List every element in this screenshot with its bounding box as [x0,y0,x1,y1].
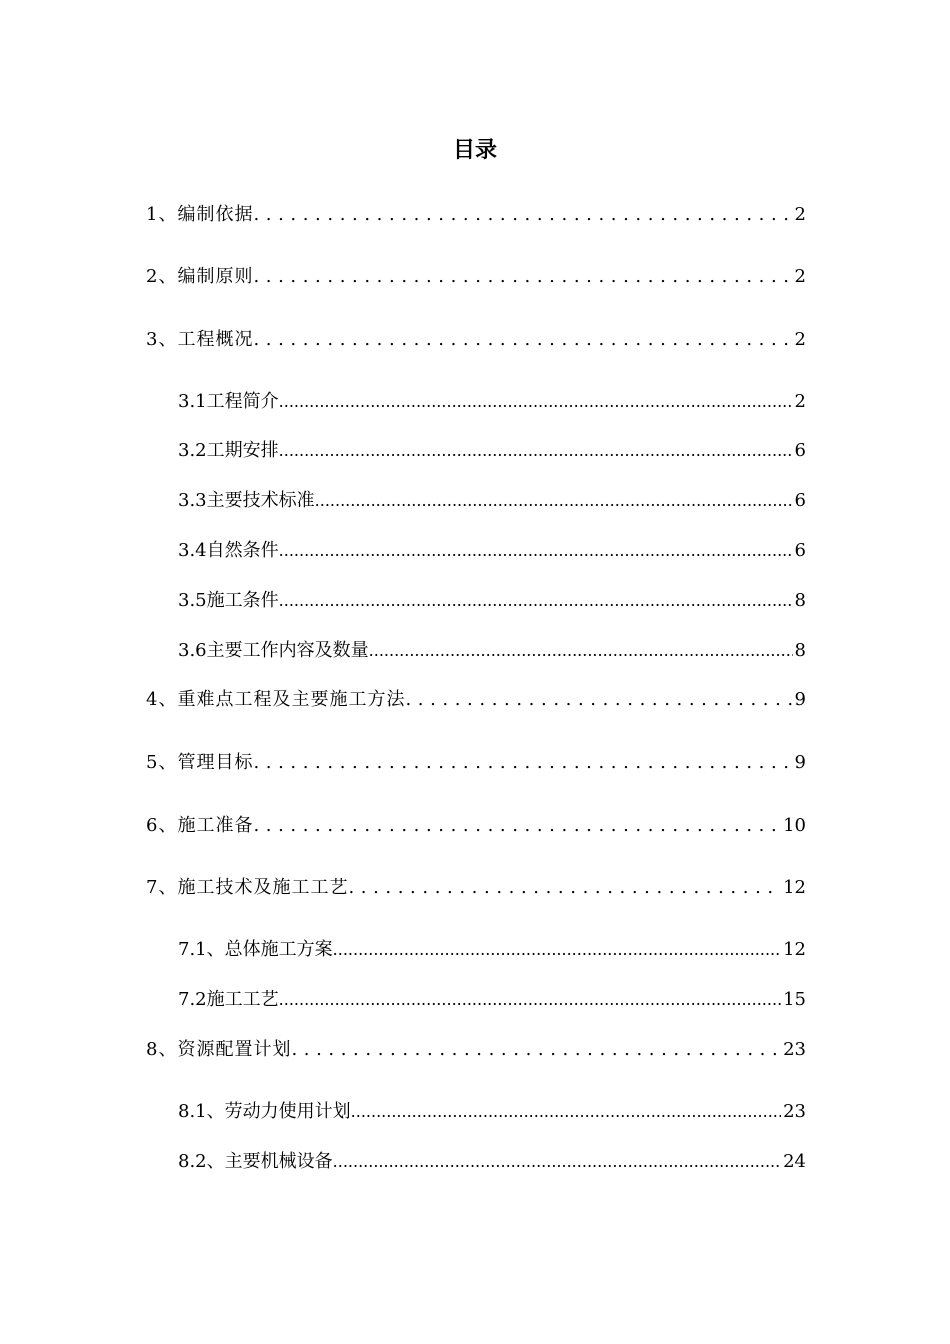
toc-leader-dots [333,935,781,965]
toc-leader-dots [333,1147,781,1177]
toc-leader-dots [253,325,792,355]
toc-entry[interactable] [146,873,806,903]
toc-leader-dots [253,262,792,292]
toc-leader-dots [351,1097,781,1127]
toc-entry-label: 3.2工期安排 [178,440,279,461]
toc-entry-page-number: 2 [794,391,806,412]
toc-entry-label: 6、施工准备 [146,815,254,836]
toc-entry-label: 3.4自然条件 [178,540,279,561]
toc-entry-page-number: 9 [794,689,806,710]
toc-leader-dots [315,486,793,516]
toc-entry[interactable] [178,1147,806,1177]
toc-leader-dots [279,536,793,566]
toc-entry-label: 7.2施工工艺 [178,989,279,1010]
toc-entry-label: 4、重难点工程及主要施工方法 [146,689,406,710]
toc-entry[interactable] [146,748,806,778]
toc-entry[interactable] [178,536,806,566]
toc-entry-label: 5、管理目标 [146,752,254,773]
toc-entry-page-number: 6 [794,440,806,461]
toc-entry-page-number: 6 [794,490,806,511]
toc-leader-dots [253,748,792,778]
toc-leader-dots [279,387,793,417]
toc-entry-page-number: 10 [783,815,806,836]
toc-leader-dots [253,811,781,841]
toc-leader-dots [279,586,793,616]
toc-entry[interactable] [146,262,806,292]
toc-leader-dots [279,985,781,1015]
toc-entry-label: 3.3主要技术标准 [178,490,315,511]
toc-entry[interactable] [178,436,806,466]
toc-entry[interactable] [146,325,806,355]
toc-entry-page-number: 23 [783,1101,806,1122]
toc-entry-page-number: 2 [794,266,806,287]
toc-entry-page-number: 23 [783,1039,806,1060]
toc-leader-dots [369,636,793,666]
toc-entry-page-number: 2 [794,329,806,350]
toc-entry[interactable] [178,486,806,516]
toc-entry-label: 1、编制依据 [146,204,254,225]
toc-entry-label: 2、编制原则 [146,266,254,287]
toc-entry-page-number: 9 [794,752,806,773]
toc-entry-label: 7、施工技术及施工工艺 [146,877,349,898]
toc-entry-label: 8、资源配置计划 [146,1039,292,1060]
toc-entry[interactable] [178,636,806,666]
toc-entry-page-number: 12 [783,877,806,898]
toc-leader-dots [279,436,793,466]
toc-entry-page-number: 8 [794,590,806,611]
toc-entry[interactable] [146,811,806,841]
toc-entry-label: 7.1、总体施工方案 [178,939,333,960]
toc-entry-label: 3.1工程简介 [178,391,279,412]
toc-title: 目录 [452,138,497,163]
toc-leader-dots [291,1035,781,1065]
toc-entry[interactable] [178,985,806,1015]
toc-entry-page-number: 6 [794,540,806,561]
toc-entry-page-number: 8 [794,640,806,661]
toc-entry[interactable] [178,586,806,616]
toc-entry-label: 3、工程概况 [146,329,254,350]
toc-entry[interactable] [178,935,806,965]
toc-entry-page-number: 12 [783,939,806,960]
toc-entry-page-number: 15 [783,989,806,1010]
toc-entry[interactable] [146,685,806,715]
toc-entry-label: 3.5施工条件 [178,590,279,611]
toc-leader-dots [348,873,781,903]
toc-entry[interactable] [146,1035,806,1065]
toc-entry-page-number: 24 [783,1151,806,1172]
toc-leader-dots [253,200,792,230]
toc-leader-dots [405,685,792,715]
toc-entry-label: 8.2、主要机械设备 [178,1151,333,1172]
toc-entry-label: 8.1、劳动力使用计划 [178,1101,351,1122]
toc-entry-label: 3.6主要工作内容及数量 [178,640,369,661]
toc-entry-page-number: 2 [794,204,806,225]
toc-entry[interactable] [146,200,806,230]
toc-entry[interactable] [178,1097,806,1127]
toc-entry[interactable] [178,387,806,417]
